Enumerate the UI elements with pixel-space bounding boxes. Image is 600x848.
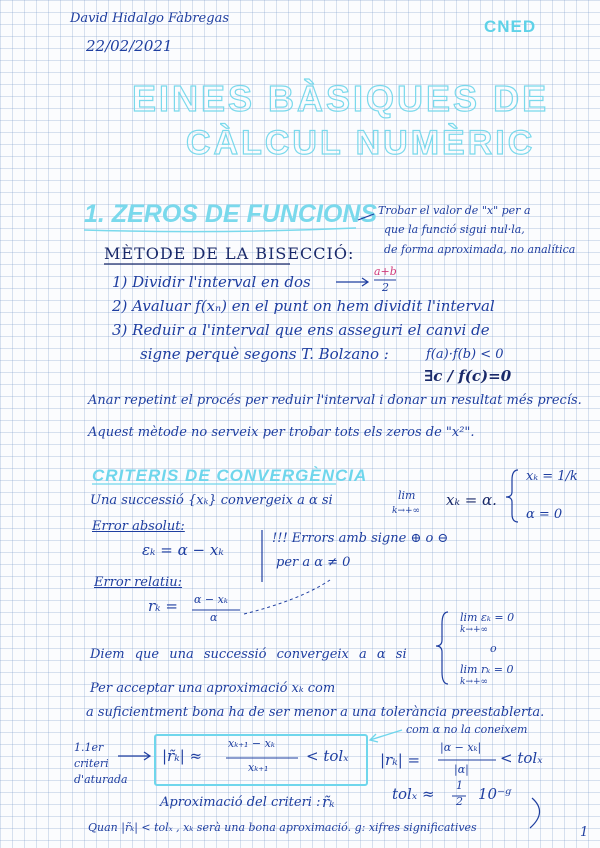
approx-symbol: r̃ₖ <box>322 793 335 811</box>
example-limit: α = 0 <box>526 507 563 522</box>
note-limitation: Aquest mètode no serveix per trobar tots els zeros de "x²". <box>88 425 475 440</box>
stop-label-1: 1.1er <box>74 741 104 754</box>
limit-eps: lim εₖ = 0 <box>460 611 515 624</box>
rk-denominator: |α| <box>454 763 469 776</box>
limit-r: lim rₖ = 0 <box>460 663 514 676</box>
absolute-error-formula: εₖ = α − xₖ <box>142 541 224 559</box>
page-title-line2: CÀLCUL NUMÈRIC <box>186 124 536 162</box>
limit-r-sub: k→+∞ <box>460 677 489 687</box>
relative-error-num: α − xₖ <box>194 593 228 606</box>
stop-label-3: d'aturada <box>74 773 128 786</box>
relative-error-label: Error relatiu: <box>94 575 183 590</box>
limit-or: o <box>490 642 497 655</box>
tolerance-num: 1 <box>456 779 463 792</box>
relative-error-den: α <box>210 611 218 624</box>
course-code: CNED <box>484 17 537 36</box>
page-number: 1 <box>580 825 589 840</box>
approx-label: Aproximació del criteri : <box>160 795 321 810</box>
tolerance-den: 2 <box>456 795 463 808</box>
convergence-definition: Una successió {xₖ} convergeix a α si <box>90 493 333 508</box>
rk-numerator: |α − xₖ| <box>440 741 482 754</box>
alpha-nonzero-note: per a α ≠ 0 <box>276 555 351 570</box>
absolute-error-label: Error absolut: <box>92 519 185 534</box>
limit-label: lim <box>398 489 416 502</box>
step-2: 2) Avaluar f(xₙ) en el punt on hem dividit l'interval <box>112 297 495 315</box>
tolerance-power: 10⁻ᵍ <box>478 785 512 803</box>
unknown-alpha-note: com α no la coneixem <box>406 723 528 736</box>
example-sequence: xₖ = 1/k <box>526 469 578 484</box>
side-note-1: Trobar el valor de "x" per a <box>378 204 531 217</box>
section-heading-zeros: 1. ZEROS DE FUNCIONS <box>84 200 378 228</box>
accept-line-1: Per acceptar una aproximació xₖ com <box>90 681 336 696</box>
relative-error-lhs: rₖ = <box>148 597 178 615</box>
step1-fraction-num: a+b <box>374 265 397 278</box>
method-title: MÈTODE DE LA BISECCIÓ: <box>104 244 355 263</box>
date: 22/02/2021 <box>86 37 173 55</box>
page-title-line1: EINES BÀSIQUES DE <box>132 78 550 119</box>
final-note: Quan |r̃ₖ| < tolₓ , xₖ serà una bona aproximació. g: xifres significatives <box>88 821 477 834</box>
box-rhs: < tolₓ <box>306 747 349 765</box>
box-lhs: |r̃ₖ| ≈ <box>162 747 203 765</box>
note-repeat: Anar repetint el procés per reduir l'interval i donar un resultat més precís. <box>88 393 582 408</box>
box-denominator: xₖ₊₁ <box>248 761 269 774</box>
rk-rhs: < tolₓ <box>500 749 543 767</box>
accept-line-2: a suficientment bona ha de ser menor a una tolerància preestablerta. <box>86 705 545 720</box>
step-1: 1) Dividir l'interval en dos <box>112 273 311 291</box>
side-note-3: de forma aproximada, no analítica <box>384 243 576 256</box>
rk-lhs: |rₖ| = <box>380 751 421 769</box>
author: David Hidalgo Fàbregas <box>70 11 229 26</box>
limit-expression: xₖ = α. <box>446 491 497 509</box>
signed-errors-note: !!! Errors amb signe ⊕ o ⊖ <box>272 531 449 546</box>
bolzano-condition: f(a)·f(b) < 0 <box>426 347 504 362</box>
step-3a: 3) Reduir a l'interval que ens asseguri el canvi de <box>112 321 490 339</box>
tolerance-lhs: tolₓ ≈ <box>392 785 435 803</box>
limit-subscript: k→+∞ <box>392 506 421 516</box>
stop-label-2: criteri <box>74 757 109 770</box>
section-heading-convergence: CRITERIS DE CONVERGÈNCIA <box>92 466 368 485</box>
convergence-criterion: Diem que una successió convergeix a α si <box>90 647 407 662</box>
limit-eps-sub: k→+∞ <box>460 625 489 635</box>
bolzano-conclusion: ∃c / f(c)=0 <box>424 367 512 385</box>
step1-fraction-den: 2 <box>382 281 389 294</box>
step-3b: signe perquè segons T. Bolzano : <box>140 345 389 363</box>
side-note-2: que la funció sigui nul·la, <box>384 223 525 236</box>
box-numerator: xₖ₊₁ − xₖ <box>228 737 275 750</box>
